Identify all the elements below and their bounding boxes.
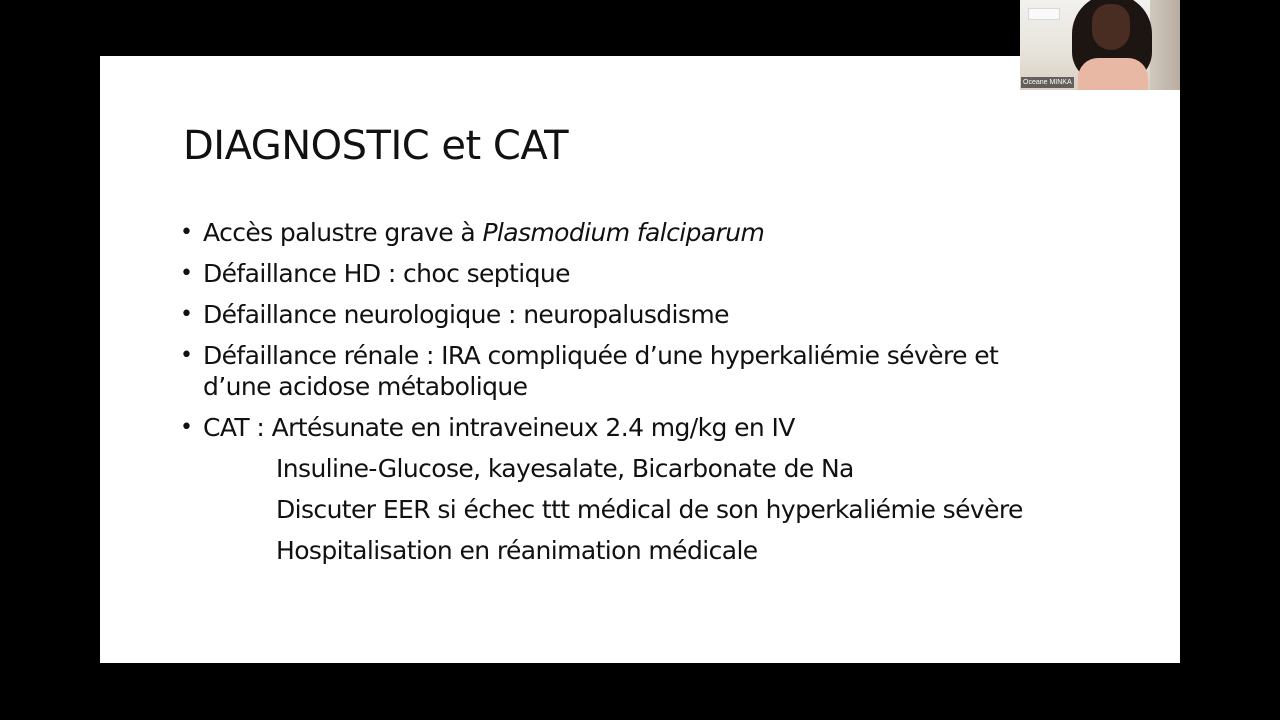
participant-face bbox=[1092, 4, 1130, 50]
bullet-text: Accès palustre grave à bbox=[203, 218, 483, 247]
participant-video-tile[interactable] bbox=[1020, 0, 1180, 90]
presentation-slide bbox=[100, 56, 1180, 663]
bullet-text-italic: Plasmodium falciparum bbox=[482, 218, 765, 247]
bullet-point-icon: • bbox=[180, 415, 193, 440]
bullet-point-icon: • bbox=[180, 343, 193, 368]
wall-shade bbox=[1150, 0, 1180, 90]
bullet-item bbox=[180, 299, 1023, 330]
participant-name-label: Oceane MINKA bbox=[1023, 79, 1072, 86]
participant-body bbox=[1078, 58, 1148, 90]
bullet-point-icon: • bbox=[180, 220, 193, 245]
sub-item: Insuline-Glucose, kayesalate, Bicarbonate de Na bbox=[276, 454, 854, 483]
bullet-point-icon: • bbox=[180, 261, 193, 286]
bullet-item bbox=[180, 258, 1023, 289]
slide-title: DIAGNOSTIC et CAT bbox=[183, 123, 569, 169]
bullet-text: CAT : Artésunate en intraveineux 2.4 mg/kg en IV bbox=[203, 413, 795, 442]
sub-item: Hospitalisation en réanimation médicale bbox=[276, 536, 758, 565]
bullet-point-icon: • bbox=[180, 302, 193, 327]
bullet-list bbox=[180, 217, 1023, 576]
sub-item: Discuter EER si échec ttt médical de son hyperkaliémie sévère bbox=[276, 495, 1023, 524]
bullet-item bbox=[180, 217, 1023, 248]
bullet-item bbox=[180, 340, 1023, 402]
bullet-text: Défaillance rénale : IRA compliquée d’une hyperkaliémie sévère et bbox=[203, 341, 999, 370]
bullet-text: Défaillance neurologique : neuropalusdisme bbox=[203, 300, 729, 329]
bullet-text: Défaillance HD : choc septique bbox=[203, 259, 570, 288]
bullet-item bbox=[180, 412, 1023, 443]
ceiling-light bbox=[1028, 8, 1060, 20]
bullet-text-continuation: d’une acidose métabolique bbox=[203, 372, 528, 401]
